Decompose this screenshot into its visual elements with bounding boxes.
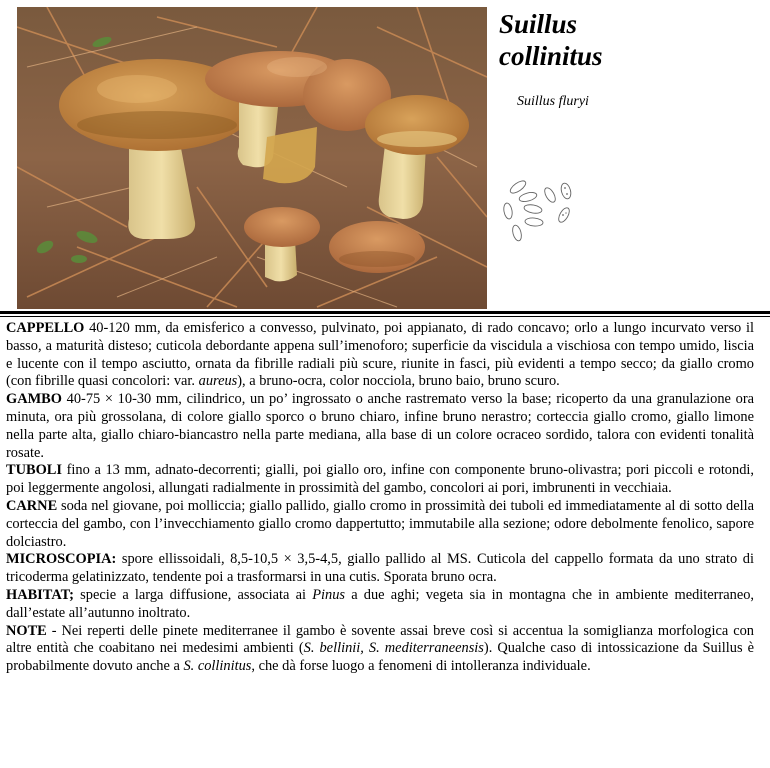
note-species-list: S. bellinii, S. mediterraneensis: [303, 640, 484, 657]
section-microscopia: [6, 551, 754, 587]
note-label: NOTE: [6, 622, 47, 639]
section-tuboli: [6, 462, 754, 498]
species-title: [499, 8, 603, 72]
divider-thin: [0, 316, 770, 317]
section-carne: [6, 498, 754, 551]
habitat-genus: Pinus: [312, 586, 345, 603]
mushroom-photo: [17, 7, 487, 309]
tuboli-text: fino a 13 mm, adnato-decorrenti; gialli, poi giallo oro, infine con componente bruno-olivastra; pori piccoli e rotondi, poi leggermente angolosi, allungati radialmente in prossimità del gambo, concolori ai pori, imbrunenti in vecchiaia.: [6, 462, 754, 497]
title-species: collinitus: [499, 41, 603, 71]
cappello-label: CAPPELLO: [6, 320, 85, 336]
spore-drawing: [500, 175, 580, 250]
note-species: S. collinitus: [183, 658, 252, 675]
cappello-variety: aureus: [198, 373, 238, 390]
cappello-text: 40-120 mm, da emisferico a convesso, pulvinato, poi appianato, di rado concavo; orlo a lungo incurvato verso il basso, a maturità disteso; cuticola debordante appena sull’imenoforo; superficie da viscidula a vischiosa con tempo umido, liscia e lucente con il tempo asciutto, ornata da fibrille radiali più scure, riunite in fasci, più evidenti a tempo secco; da giallo cromo (con fibrille quasi concolori: var.: [6, 320, 754, 390]
note-text-mid: ). Qualche caso di intossicazione da Suillus è probabilmente dovuto anche a: [6, 640, 754, 675]
microscopia-label: MICROSCOPIA:: [6, 551, 117, 568]
gambo-label: GAMBO: [6, 391, 62, 408]
carne-label: CARNE: [6, 497, 58, 514]
habitat-label: HABITAT;: [6, 586, 74, 603]
note-text: - Nei reperti delle pinete mediterranee il gambo è sovente assai breve così si accentua la somiglianza morfologica con altre entità che coabitano nei medesimi ambienti (: [6, 622, 754, 657]
description: [6, 320, 754, 676]
carne-text: soda nel giovane, poi molliccia; giallo pallido, giallo cromo in prossimità dei tuboli ed immediatamente al di sotto della corteccia del gambo, con l’invecchiamento giallo cromo dappertutto; immutabile alla sezione; odore debolmente fenolico, sapore dolciastro.: [6, 497, 754, 550]
habitat-text-end: a due aghi; vegeta sia in montagna che in ambiente mediterraneo, dall’estate all’autunno inoltrato.: [6, 586, 755, 621]
section-note: [6, 623, 754, 676]
note-text-end: , che dà forse luogo a fenomeni di intolleranza individuale.: [251, 658, 591, 675]
microscopia-text: spore ellissoidali, 8,5-10,5 × 3,5-4,5, giallo pallido al MS. Cuticola del cappello formata da uno strato di tricoderma gelatinizzato, tendente poi a trasformarsi in una cutis. Sporata bruno ocra.: [6, 551, 754, 586]
synonym-label: Suillus fluryi: [517, 94, 589, 109]
tuboli-label: TUBOLI: [6, 462, 62, 479]
gambo-text: 40-75 × 10-30 mm, cilindrico, un po’ ingrossato o anche rastremato verso la base; ricoperto da una granulazione ora minuta, ora più grossolana, di colore giallo sporco o bruno chiaro, infine bruno nerastro; corteccia giallo cromo, giallo limone nella parte alta, giallo chiaro-biancastro nella parte mediana, alla base di un colore ocraceo sordido, talora con evidenti tonalità rosate.: [6, 391, 754, 461]
section-habitat: [6, 587, 754, 623]
section-gambo: [6, 391, 754, 462]
section-cappello: [6, 320, 754, 391]
habitat-text: specie a larga diffusione, associata ai: [73, 586, 313, 603]
cappello-text-end: ), a bruno-ocra, color nocciola, bruno baio, bruno scuro.: [237, 373, 560, 390]
divider-thick: [0, 311, 770, 314]
title-genus: Suillus: [499, 9, 578, 39]
